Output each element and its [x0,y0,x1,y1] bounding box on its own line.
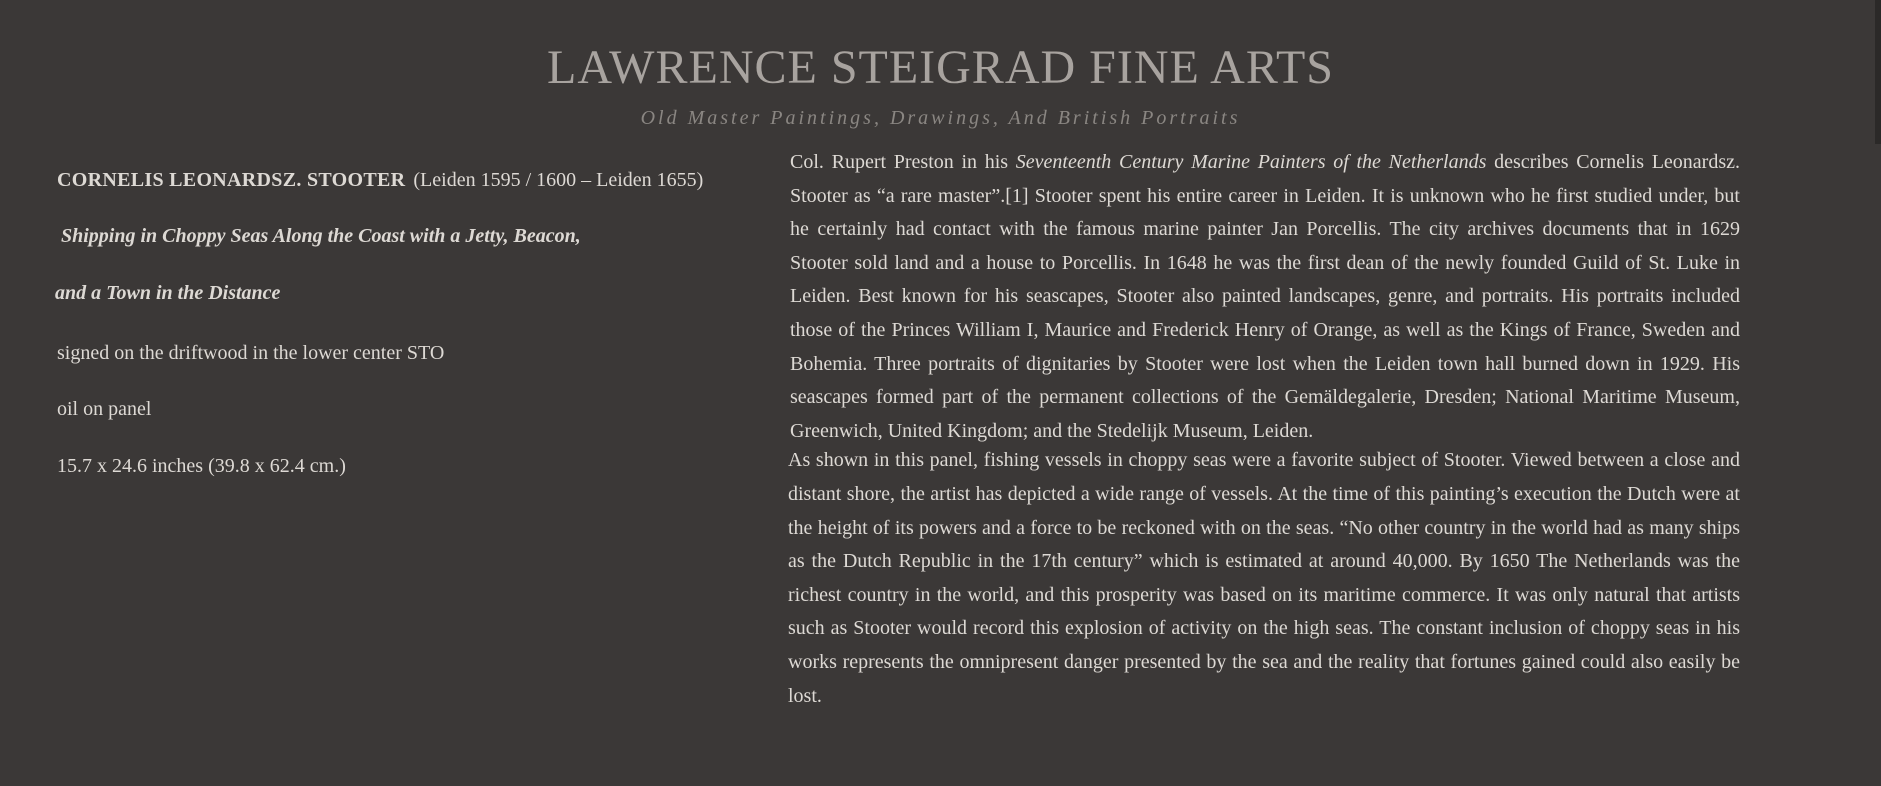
essay [790,146,1740,713]
artist-dates: (Leiden 1595 / 1600 – Leiden 1655) [413,169,704,191]
artwork-medium: oil on panel [57,398,152,420]
artwork-dimensions: 15.7 x 24.6 inches (39.8 x 62.4 cm.) [57,455,346,477]
artwork-title-line-1: Shipping in Choppy Seas Along the Coast with a Jetty, Beacon, [61,225,581,247]
page-scrollbar[interactable] [1875,0,1881,786]
site-tagline: Old Master Paintings, Drawings, And British Portraits [640,107,1241,129]
essay-paragraph-1 [790,146,1740,448]
artist-line [57,166,703,194]
site-title[interactable]: LAWRENCE STEIGRAD FINE ARTS [547,41,1334,94]
artist-name: CORNELIS LEONARDSZ. STOOTER [57,169,406,191]
artwork-inscription: signed on the driftwood in the lower center STO [57,342,445,364]
scrollbar-thumb[interactable] [1875,0,1881,144]
essay-paragraph-2: As shown in this panel, fishing vessels in choppy seas were a favorite subject of Stooter. Viewed between a close and distant shore, the artist has depicted a wide range of vessels. At the time of this painting’s execution the Dutch were at the height of its powers and a force to be reckoned with on the seas. “No other country in the world had as many ships as the Dutch Republic in the 17th century” which is estimated at around 40,000. By 1650 The Netherlands was the richest country in the world, and this prosperity was based on its maritime commerce. It was only natural that artists such as Stooter would record this explosion of activity on the high seas. The constant inclusion of choppy seas in his works represents the omnipresent danger presented by the sea and the reality that fortunes gained could also easily be lost. [788,449,1740,707]
essay-p1-rest: describes Cornelis Leonardsz. Stooter as “a rare master”.[1] Stooter spent his entire career in Leiden. It is unknown who he first studied under, but he certainly had contact with the famous marine painter Jan Porcellis. The city archives documents that in 1629 Stooter sold land and a house to Porcellis. In 1648 he was the first dean of the newly founded Guild of St. Luke in Leiden. Best known for his seascapes, Stooter also painted landscapes, genre, and portraits. His portraits included those of the Princes William I, Maurice and Frederick Henry of Orange, as well as the Kings of France, Sweden and Bohemia. Three portraits of dignitaries by Stooter were lost when the Leiden town hall burned down in 1929. His seascapes formed part of the permanent collections of the Gemäldegalerie, Dresden; National Maritime Museum, Greenwich, United Kingdom; and the Stedelijk Museum, Leiden. [790,151,1740,442]
artwork-title-line-2: and a Town in the Distance [55,282,281,304]
essay-book-title: Seventeenth Century Marine Painters of the Netherlands [1015,151,1487,173]
essay-p1-prefix: Col. Rupert Preston in his [790,151,1016,173]
